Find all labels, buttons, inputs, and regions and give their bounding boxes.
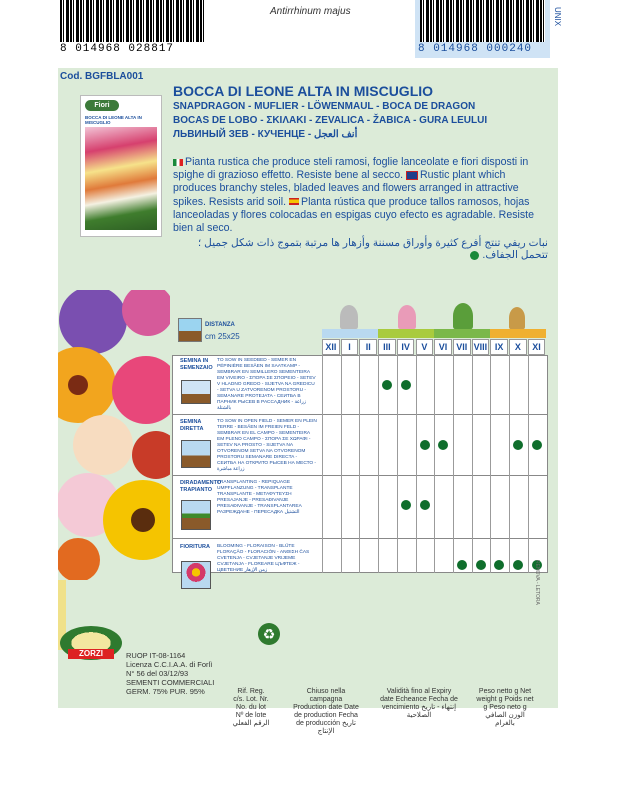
grid-column-line <box>528 355 529 573</box>
month-x: X <box>509 339 527 355</box>
product-description <box>173 156 551 235</box>
distance-icon <box>178 318 202 342</box>
month-iii: III <box>378 339 396 355</box>
autumn-tree-icon <box>509 307 525 329</box>
row-label-direct-sowing: SEMINA DIRETTA <box>180 419 204 432</box>
schedule-dot <box>532 440 542 450</box>
schedule-dot <box>513 440 523 450</box>
description-ar <box>173 237 548 261</box>
footer-expiry: Validità fino al Expiry date Echeance Fecha de vencimiento إنتهاء - تاريخ الصلاحية <box>380 688 458 719</box>
footer-production-date: Chiuso nella campagna Production date Date de production Fecha de producción تاريخ الإنتاج <box>293 688 359 735</box>
grid-column-line <box>509 355 510 573</box>
season-autumn-band <box>490 329 546 338</box>
barcode-right <box>420 0 545 42</box>
month-vi: VI <box>434 339 452 355</box>
recycle-icon: ♻ <box>258 623 280 645</box>
product-subtitle-2: BOCAS DE LOBO - ΣΚΙΛΑΚΙ - ZEVALICA - ŽABICA - GURA LEULUI <box>173 115 488 126</box>
licenza: Licenza C.C.I.A.A. di Forlì <box>126 660 213 669</box>
row-text-transplanting: TRANSPLANTING - REPIQUAGE UMPFLANZUNG - TRANSPLANTE TRANSPLANTE - ΜΕΤΑΦΥΤΕΥΣΗ PRESAJANJE - PRESAĐIVANJE PRESAĐIVANJE - TRANSPLANTAREA РАЗРЕЖДАНЕ - ПЕРЕСАДКА التشتيل <box>217 480 302 515</box>
distance-value: cm 25x25 <box>205 332 240 341</box>
barcode-left-number: 8 014968 028817 <box>60 43 175 55</box>
grid-column-line <box>378 355 379 573</box>
season-winter-band <box>322 329 378 338</box>
grid-column-line <box>434 355 435 573</box>
greenhouse-icon <box>181 380 211 404</box>
row-label-transplanting: DIRADAMENTO TRAPIANTO <box>180 480 222 493</box>
description-it: Pianta rustica che produce steli ramosi, foglie lanceolate e fiori disposti in spighe di grazioso effetto. Resiste bene al secco. <box>173 156 529 182</box>
season-summer-band <box>434 329 490 338</box>
month-ix: IX <box>490 339 508 355</box>
row-label-sowing-seedbed: SEMINA IN SEMENZAIO <box>180 358 213 371</box>
product-code: Cod. BGFBLA001 <box>60 71 144 82</box>
schedule-dot <box>401 380 411 390</box>
packet-thumbnail <box>80 95 162 237</box>
month-vii: VII <box>453 339 471 355</box>
packet-title: BOCCA DI LEONE ALTA IN MISCUGLIO <box>85 115 142 125</box>
zorzi-logo <box>60 626 122 660</box>
schedule-dot <box>401 500 411 510</box>
packet-brand: Fiori <box>85 100 119 111</box>
licence-number: N° 56 del 03/12/93 <box>126 669 189 678</box>
schedule-dot <box>513 560 523 570</box>
product-subtitle-3: ЛЬВИНЫЙ ЗЕВ - КУЧЕНЦЕ - أنف العجل <box>173 129 358 140</box>
grid-column-line <box>359 355 360 573</box>
spain-flag-icon <box>289 198 299 205</box>
company-info <box>126 651 214 696</box>
grid-column-line <box>416 355 417 573</box>
row-label-flowering: FIORITURA <box>180 544 210 550</box>
spring-tree-icon <box>398 305 416 329</box>
grid-column-line <box>453 355 454 573</box>
flower-icon <box>181 561 211 589</box>
germination: GERM. 75% PUR. 95% <box>126 687 205 696</box>
row-text-sowing-seedbed: TO SOW IN SEEDBED - SEMER EN PÉPINIÈRE BESÄEN IM SAATKAMP - SEMBRAR EN SEMILLERO SEMENTEIRA EM VIVEIRO - ΣΠΟΡΑ ΣΕ ΣΠΟΡΕΙΟ - SETEV V HLADNO GREDO - SIJETVA NA GREDICU - SETVA U ZATVORENOM PROSTORU - SEMANARE PROTEJATA - СЕИТБА В ПАРНИК РЫСЕВ В РАССАДНИК - زراعة بالشتلة <box>217 358 316 411</box>
schedule-dot <box>420 500 430 510</box>
description-ar-text: نبات ريفي تنتج أفرع كثيرة وأوراق مسننة وأزهار ها مرتبة بتموج ذات شكل جميل ؛ تتحمل الجفاف. <box>197 237 548 261</box>
description-es: Planta rústica que produce tallos ramosos, hojas lanceoladas y flores colocadas en espigas cuyo efecto es agradable. Resiste bien al seco. <box>173 195 534 235</box>
month-iv: IV <box>397 339 415 355</box>
flowers-illustration <box>58 290 170 580</box>
description-en: Rustic plant which produces branchy steles, bladed leaves and flowers arranged in attractive spikes. Resists arid soil. <box>173 169 519 208</box>
barcode-right-number: 8 014968 000240 <box>418 43 533 55</box>
row-text-direct-sowing: TO SOW IN OPEN FIELD - SEMER EN PLEIN TERRE - BESÄEN IM FREIEN FELD - SEMBRAR EN EL CAMPO - SEMENTEIRA EM PLENO CAMPO - ΣΠΟΡΑ ΣΕ ΧΩΡΑΦΙ - SETEV NA PROSTO - SIJETVA NA OTVORENOM SETVA NA OTVORENOM PROSTORU SEMANARE DIRECTA - СЕИТБА НА ОТКРИТО РЫСЕВ НА МЕСТО - زراعة مباشرة <box>217 419 317 472</box>
packet-photo <box>85 127 157 230</box>
grid-column-line <box>397 355 398 573</box>
schedule-dot <box>457 560 467 570</box>
month-v: V <box>416 339 434 355</box>
latin-name: Antirrhinum majus <box>270 6 351 17</box>
grid-column-line <box>341 355 342 573</box>
footer-lot: Rif. Reg. c/s. Lot. Nr. No. du lot Nº de lote الرقم الفعلي <box>232 688 270 727</box>
unix-label: UNIX <box>553 6 563 27</box>
sowing-hand-icon <box>181 440 211 468</box>
month-viii: VIII <box>472 339 490 355</box>
month-i: I <box>341 339 359 355</box>
summer-tree-icon <box>453 303 473 329</box>
month-ii: II <box>359 339 377 355</box>
season-spring-band <box>378 329 434 338</box>
uk-flag-icon <box>406 171 418 180</box>
product-subtitle-1: SNAPDRAGON - MUFLIER - LÖWENMAUL - BOCA DE DRAGON <box>173 101 476 112</box>
schedule-dot <box>476 560 486 570</box>
barcode-left <box>60 0 205 42</box>
italy-flag-icon <box>173 159 183 166</box>
ruop: RUOP IT-08-1164 <box>126 651 186 660</box>
product-title: BOCCA DI LEONE ALTA IN MISCUGLIO <box>173 83 434 99</box>
arabic-flag-icon <box>470 251 479 260</box>
month-xi: XI <box>528 339 546 355</box>
flowers-image <box>58 290 170 580</box>
grid-column-line <box>490 355 491 573</box>
winter-tree-icon <box>340 305 358 329</box>
grid-column-line <box>322 355 323 573</box>
grid-column-line <box>472 355 473 573</box>
footer-weight: Peso netto g Net weight g Poids net g Peso neto g الوزن الصافي بالغرام <box>476 688 534 727</box>
distance-label: DISTANZA <box>205 322 235 328</box>
month-xii: XII <box>322 339 340 355</box>
schedule-dot <box>420 440 430 450</box>
sementi: SEMENTI COMMERCIALI <box>126 678 215 687</box>
row-text-flowering: BLOOMING - FLORAISON - BLÜTE FLORAÇÃO - FLORACIÓN - ΑΝΘΙΣΗ ČAS CVETENJA - CVJETANJE VRIJEME CVJETANJA - FLOREARE ЦЪФТЕЖ - ЦВЕТЕНИЕ زمن الإزهار <box>217 544 310 573</box>
transplant-icon <box>181 500 211 530</box>
zorzi-brand: ZORZI <box>68 649 114 659</box>
side-code: RENOVA - LETORA <box>534 560 540 605</box>
